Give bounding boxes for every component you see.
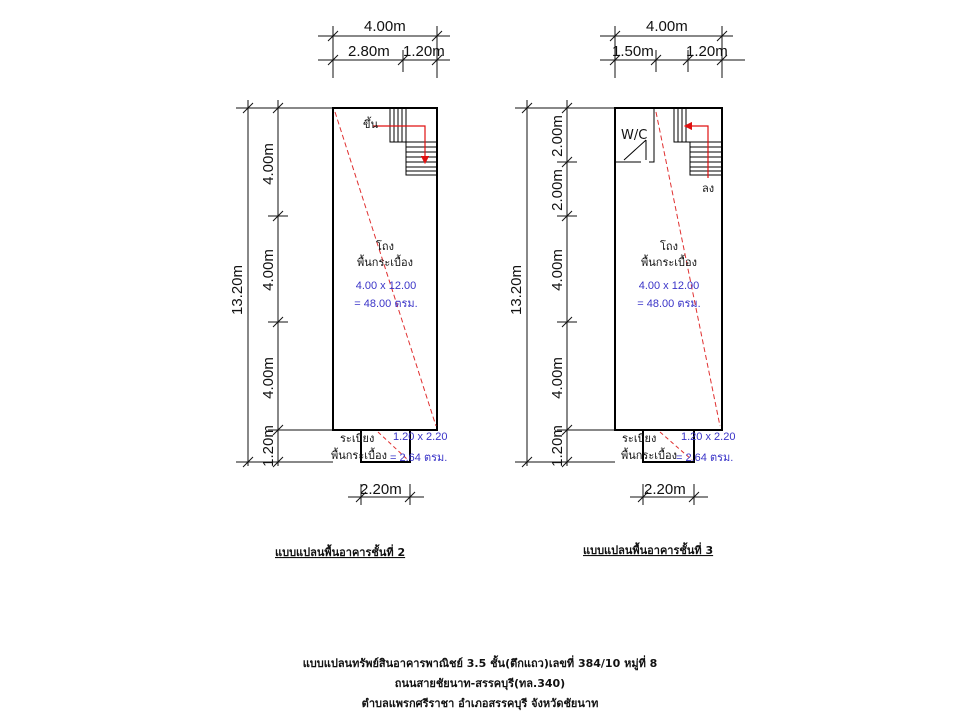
plan3-area-total: = 48.00 ตรม. <box>637 298 701 310</box>
plan3-balcony-dims: 1.20 x 2.20 <box>681 431 736 443</box>
plan2-dim-seg2: 4.00m <box>260 249 277 291</box>
plan2-stair-arrow <box>373 126 425 160</box>
plan2-stairs <box>390 108 437 175</box>
plan3-dim-seg4: 1.20m <box>549 425 566 467</box>
plan3-balcony-label: ระเบียง <box>622 432 657 445</box>
plan2-area-dims: 4.00 x 12.00 <box>355 280 417 292</box>
plan3-balcony-floor: พื้นกระเบื้อง <box>621 449 677 462</box>
plan2-dim-left-width: 2.80m <box>348 43 390 60</box>
plan3-caption: แบบแปลนพื้นอาคารชั้นที่ 3 <box>583 544 714 557</box>
plan2-balcony-dims: 1.20 x 2.20 <box>393 431 448 443</box>
plan3-dim-total-height: 13.20m <box>508 264 525 316</box>
plan3-dim-seg3: 4.00m <box>549 357 566 399</box>
plan3-diagonal-line <box>656 112 720 426</box>
plan2-dim-seg3: 4.00m <box>260 357 277 399</box>
plan3-dim-seg1a: 2.00m <box>549 115 566 157</box>
plan2-dim-right-width: 1.20m <box>403 43 445 60</box>
plan3-dim-left-width: 1.50m <box>612 43 654 60</box>
plan3-area-dims: 4.00 x 12.00 <box>638 280 700 292</box>
plan3-stairs <box>674 108 722 175</box>
plan2-caption: แบบแปลนพื้นอาคารชั้นที่ 2 <box>275 546 406 559</box>
plan3-hall-label: โถง <box>660 240 678 253</box>
plan2-hall-label: โถง <box>376 240 394 253</box>
plan3-stair-label: ลง <box>702 182 715 195</box>
footer-title-line-2: ถนนสายชัยนาท-สรรคบุรี(ทล.340) <box>394 677 566 690</box>
plan3-dim-right-width: 1.20m <box>686 43 728 60</box>
plan3-balcony-area: = 2.64 ตรม. <box>676 452 734 464</box>
plan3-dim-bottom-width: 2.20m <box>644 481 686 498</box>
plan3-floor-label: พื้นกระเบื้อง <box>641 256 697 269</box>
plan2-dim-total-height: 13.20m <box>229 264 246 316</box>
plan3-dim-total-width: 4.00m <box>646 18 688 35</box>
plan-floor-2 <box>229 18 450 559</box>
plan2-floor-label: พื้นกระเบื้อง <box>357 256 413 269</box>
footer-title-line-1: แบบแปลนทรัพย์สินอาคารพาณิชย์ 3.5 ชั้น(ตึกแถว)เลขที่ 384/10 หมู่ที่ 8 <box>302 657 658 670</box>
plan2-dim-total-width: 4.00m <box>364 18 406 35</box>
plan2-stair-label: ขึ้น <box>363 118 379 131</box>
plan2-balcony-floor: พื้นกระเบื้อง <box>331 449 387 462</box>
plan3-dim-seg2: 4.00m <box>549 249 566 291</box>
plan2-left-dimensions <box>236 100 333 467</box>
plan3-dim-seg1b: 2.00m <box>549 169 566 211</box>
footer-title-line-3: ตำบลแพรกศรีราชา อำเภอสรรคบุรี จังหวัดชัยนาท <box>361 697 599 710</box>
plan3-wc-label: W/C <box>621 128 648 143</box>
plan2-balcony-label: ระเบียง <box>340 432 375 445</box>
plan2-dim-seg4: 1.20m <box>260 425 277 467</box>
plan2-dim-bottom-width: 2.20m <box>360 481 402 498</box>
plan2-dim-seg1: 4.00m <box>260 143 277 185</box>
plan2-balcony-area: = 2.64 ตรม. <box>390 452 448 464</box>
plan2-area-total: = 48.00 ตรม. <box>354 298 418 310</box>
plan2-diagonal-line <box>335 112 436 426</box>
plan-floor-3 <box>508 18 745 557</box>
